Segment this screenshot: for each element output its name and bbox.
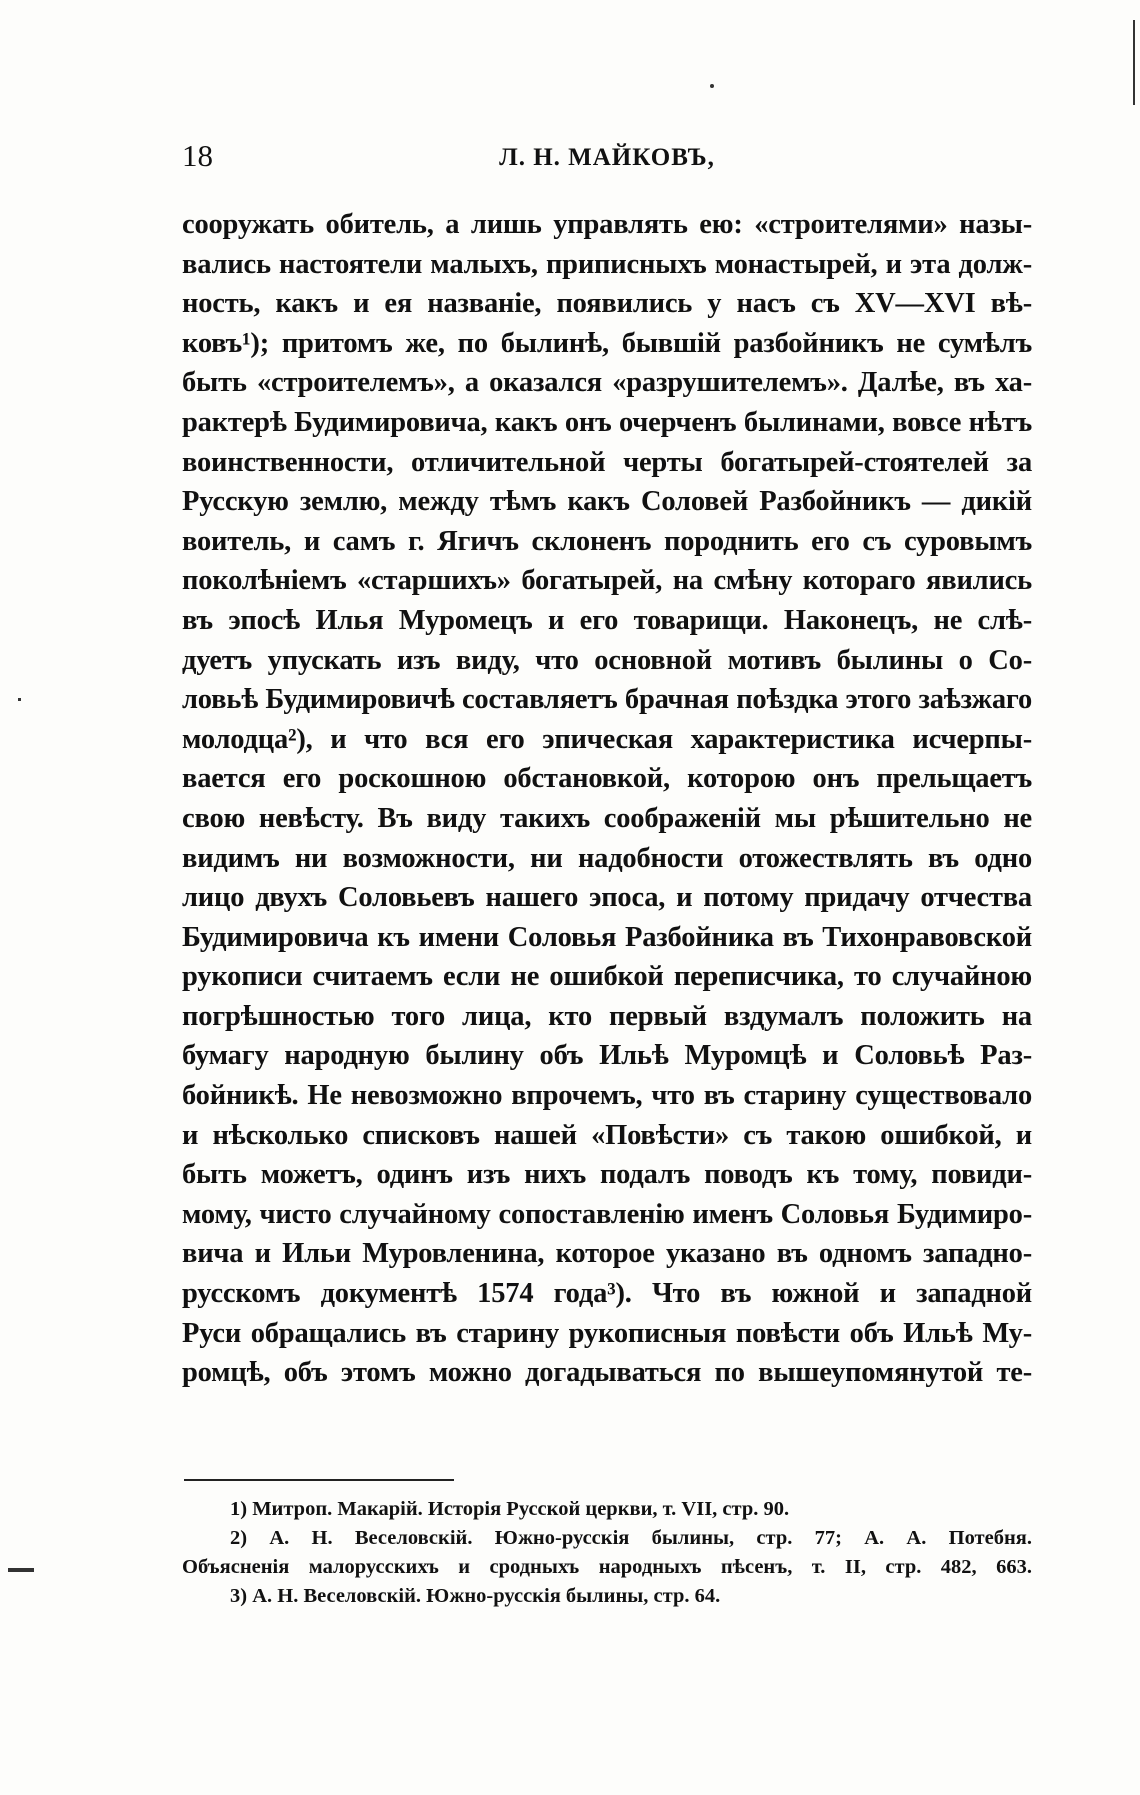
text-line: ковъ¹); притомъ же, по былинѣ, бывшій разбойникъ не сумѣлъ (182, 327, 1032, 359)
page-number: 18 (182, 138, 213, 173)
text-line: воитель, и самъ г. Ягичъ склоненъ породнить его съ суровымъ (182, 525, 1032, 557)
text-line: ловьѣ Будимировичѣ составляетъ брачная поѣздка этого заѣзжаго (182, 684, 1032, 716)
text-line: воинственности, отличительной черты богатырей-стоятелей за (182, 446, 1032, 478)
scan-mark (18, 698, 21, 701)
text-line: видимъ ни возможности, ни надобности отожествлять въ одно (182, 842, 1032, 874)
text-line: ность, какъ и ея названіе, появились у насъ съ XV—XVI вѣ- (182, 288, 1032, 320)
text-line: бумагу народную былину объ Ильѣ Муромцѣ и Соловьѣ Раз- (182, 1040, 1032, 1072)
scan-mark (710, 84, 714, 88)
footnote-2: 2) А. Н. Веселовскій. Южно-русскія былины, стр. 77; А. А. Потебня. (230, 1527, 1032, 1549)
running-head: Л. Н. МАЙКОВЪ, (499, 144, 715, 171)
text-line: бойникѣ. Не невозможно впрочемъ, что въ старину существовало (182, 1080, 1032, 1112)
text-line: быть можетъ, одинъ изъ нихъ подалъ поводъ къ тому, повиди- (182, 1159, 1032, 1191)
text-line: свою невѣсту. Въ виду такихъ соображеній мы рѣшительно не (182, 802, 1032, 834)
text-line: ромцѣ, объ этомъ можно догадываться по вышеупомянутой те- (182, 1357, 1032, 1389)
text-line: сооружать обитель, а лишь управлять ею: «строителями» назы- (182, 209, 1032, 240)
text-line: лицо двухъ Соловьевъ нашего эпоса, и потому придачу отчества (182, 882, 1032, 914)
footnote-3: 3) А. Н. Веселовскій. Южно-русскія былины, стр. 64. (230, 1585, 721, 1607)
text-line: мому, чисто случайному сопоставленію именъ Соловья Будимиро- (182, 1198, 1032, 1230)
scan-mark (1133, 20, 1135, 105)
text-line: погрѣшностью того лица, кто первый вздумалъ положить на (182, 1000, 1032, 1032)
text-line: молодца²), и что вся его эпическая характеристика исчерпы- (182, 723, 1032, 755)
page-header (182, 138, 1032, 178)
footnotes (182, 1495, 1032, 1611)
footnote-divider (184, 1479, 454, 1481)
text-line: и нѣсколько списковъ нашей «Повѣсти» съ такою ошибкой, и (182, 1119, 1032, 1151)
scan-mark (8, 1568, 34, 1572)
text-line: въ эпосѣ Илья Муромецъ и его товарищи. Наконецъ, не слѣ- (182, 604, 1032, 636)
body-text (182, 205, 1032, 1393)
footnote-1: 1) Митроп. Макарій. Исторія Русской церкви, т. VII, стр. 90. (230, 1498, 790, 1520)
text-line: Будимировича къ имени Соловья Разбойника въ Тихонравовской (182, 921, 1032, 953)
text-line: Руси обращались въ старину рукописныя повѣсти объ Ильѣ Му- (182, 1317, 1032, 1349)
text-line: вича и Ильи Муровленина, которое указано въ одномъ западно- (182, 1238, 1032, 1270)
text-line: вается его роскошною обстановкой, которою онъ прельщаетъ (182, 763, 1032, 795)
text-line: быть «строителемъ», а оказался «разрушителемъ». Далѣе, въ ха- (182, 367, 1032, 399)
text-line: рукописи считаемъ если не ошибкой переписчика, то случайною (182, 961, 1032, 993)
text-line: русскомъ документѣ 1574 года³). Что въ южной и западной (182, 1278, 1032, 1310)
text-line: Русскую землю, между тѣмъ какъ Соловей Разбойникъ — дикій (182, 486, 1032, 518)
text-line: поколѣніемъ «старшихъ» богатырей, на смѣну котораго явились (182, 565, 1032, 597)
text-line: дуетъ упускать изъ виду, что основной мотивъ былины о Со- (182, 644, 1032, 676)
text-line: рактерѣ Будимировича, какъ онъ очерченъ былинами, вовсе нѣтъ (182, 406, 1032, 438)
text-line: вались настоятели малыхъ, приписныхъ монастырей, и эта долж- (182, 248, 1032, 280)
footnote-2-continued: Объясненія малорусскихъ и сродныхъ народныхъ пѣсенъ, т. II, стр. 482, 663. (182, 1556, 1032, 1578)
